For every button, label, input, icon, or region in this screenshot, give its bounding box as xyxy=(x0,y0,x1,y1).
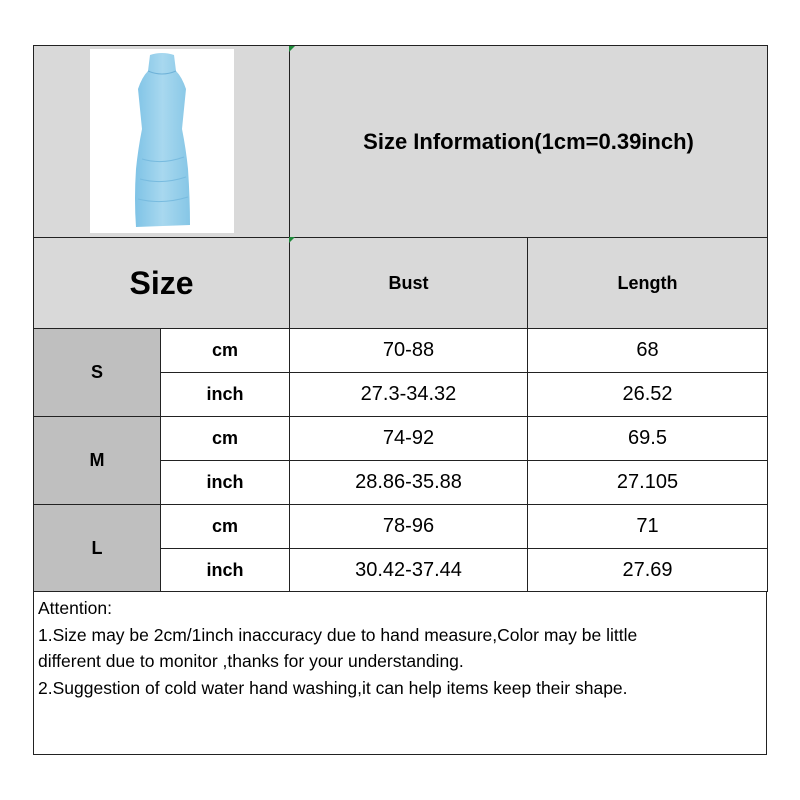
bust-value: 30.42-37.44 xyxy=(355,558,462,581)
notes-line: 1.Size may be 2cm/1inch inaccuracy due to hand measure,Color may be little xyxy=(38,624,638,645)
length-value: 26.52 xyxy=(622,383,673,405)
size-m-cell xyxy=(34,417,161,505)
notes-line: 2.Suggestion of cold water hand washing,it can help items keep their shape. xyxy=(38,677,628,698)
size-header: Size xyxy=(129,264,194,301)
size-label: S xyxy=(90,362,103,382)
size-info-title: Size Information(1cm=0.39inch) xyxy=(363,128,694,154)
size-chart-table xyxy=(33,45,768,592)
unit-label: cm xyxy=(211,340,238,360)
notes-heading: Attention: xyxy=(38,598,112,618)
corner-marker xyxy=(289,46,295,52)
bust-value: 28.86-35.88 xyxy=(355,471,462,493)
bust-value: 74-92 xyxy=(382,427,435,449)
length-value: 27.69 xyxy=(622,558,673,581)
length-value: 69.5 xyxy=(628,427,667,449)
bust-value: 27.3-34.32 xyxy=(360,383,457,405)
length-header-cell xyxy=(528,238,768,329)
unit-label: inch xyxy=(206,384,244,404)
length-header: Length xyxy=(617,272,678,293)
unit-label: inch xyxy=(206,472,244,492)
bust-value: 78-96 xyxy=(382,515,435,537)
unit-label: cm xyxy=(211,516,238,536)
unit-label: cm xyxy=(211,428,238,448)
attention-notes xyxy=(33,592,767,755)
size-header-cell xyxy=(34,238,290,329)
table-row xyxy=(34,417,768,461)
size-s-cell xyxy=(34,329,161,417)
unit-label: inch xyxy=(206,559,244,580)
product-image xyxy=(90,49,234,233)
length-value: 27.105 xyxy=(616,471,679,493)
length-value: 71 xyxy=(636,515,659,537)
size-l-cell xyxy=(34,505,161,592)
product-photo-cell xyxy=(34,46,290,238)
bust-header-cell xyxy=(290,238,528,329)
size-label: L xyxy=(91,537,103,558)
notes-line: different due to monitor ,thanks for your understanding. xyxy=(38,651,464,671)
size-label: M xyxy=(89,450,105,470)
bust-value: 70-88 xyxy=(382,339,435,361)
length-value: 68 xyxy=(636,339,659,361)
table-row xyxy=(34,329,768,373)
bust-header: Bust xyxy=(388,272,429,293)
size-info-title-cell xyxy=(290,46,768,238)
corner-marker xyxy=(289,237,295,243)
table-row xyxy=(34,505,768,549)
